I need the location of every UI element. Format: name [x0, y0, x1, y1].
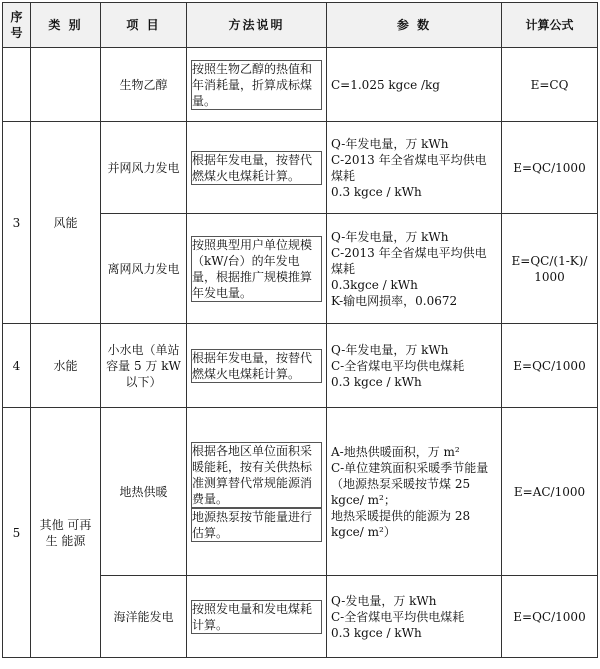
params-cell: C=1.025 kgce /kg: [327, 48, 502, 122]
header-seq: 序号: [3, 3, 31, 48]
energy-calculation-table: [2, 2, 598, 658]
formula-cell: E=QC/1000: [502, 122, 598, 214]
item-cell: 小水电（单站容量 5 万 kW 以下）: [101, 324, 187, 408]
method-text: 按照典型用户单位规模（kW/台）的年发电量，根据推广规模推算年发电量。: [191, 236, 322, 302]
seq-cell: 3: [3, 122, 31, 324]
param-line: C-单位建筑面积采暖季节能量: [331, 460, 489, 475]
method-cell: [187, 214, 327, 324]
params-cell: [327, 324, 502, 408]
header-formula: 计算公式: [502, 3, 598, 48]
item-cell: 海洋能发电: [101, 576, 187, 658]
category-cell: 其他 可再生 能源: [31, 408, 101, 658]
table-row: [3, 324, 598, 408]
param-line: A-地热供暖面积，万 m²: [331, 444, 460, 459]
item-cell: 生物乙醇: [101, 48, 187, 122]
formula-cell: E=CQ: [502, 48, 598, 122]
method-text: 按照生物乙醇的热值和年消耗量，折算成标煤量。: [191, 60, 322, 110]
table-row: [3, 122, 598, 214]
param-line: Q-年发电量，万 kWh: [331, 229, 449, 244]
method-cell: [187, 324, 327, 408]
param-line: Q-年发电量，万 kWh: [331, 342, 449, 357]
param-line: C-全省煤电平均供电煤耗: [331, 609, 465, 624]
header-method: 方法说明: [187, 3, 327, 48]
method-text: 根据各地区单位面积采暖能耗，按有关供热标准测算替代常规能源消费量。: [191, 442, 322, 508]
category-cell: 水能: [31, 324, 101, 408]
param-line: C-全省煤电平均供电煤耗: [331, 358, 465, 373]
method-text: 根据年发电量，按替代燃煤火电煤耗计算。: [191, 349, 322, 383]
formula-cell: E=AC/1000: [502, 408, 598, 576]
header-item: 项 目: [101, 3, 187, 48]
params-cell: [327, 576, 502, 658]
method-cell: [187, 576, 327, 658]
item-cell: 并网风力发电: [101, 122, 187, 214]
method-cell: [187, 408, 327, 576]
formula-cell: E=QC/(1-K)/ 1000: [502, 214, 598, 324]
header-category: 类 别: [31, 3, 101, 48]
header-row: [3, 3, 598, 48]
item-cell: 离网风力发电: [101, 214, 187, 324]
category-cell: [31, 48, 101, 122]
param-line: 地热采暖提供的能源为 28 kgce/ m²）: [331, 508, 471, 539]
header-params: 参 数: [327, 3, 502, 48]
param-line: 0.3kgce / kWh: [331, 277, 418, 292]
method-cell: [187, 122, 327, 214]
params-cell: [327, 122, 502, 214]
seq-cell: 5: [3, 408, 31, 658]
category-cell: 风能: [31, 122, 101, 324]
param-line: 0.3 kgce / kWh: [331, 374, 422, 389]
formula-cell: E=QC/1000: [502, 576, 598, 658]
formula-cell: E=QC/1000: [502, 324, 598, 408]
param-line: Q-发电量，万 kWh: [331, 593, 437, 608]
method-text: 按照发电量和发电煤耗计算。: [191, 600, 322, 634]
param-line: K-输电网损率，0.0672: [331, 293, 458, 308]
param-line: （地源热泵采暖按节煤 25 kgce/ m²；: [331, 476, 471, 507]
params-cell: [327, 408, 502, 576]
table-row: [3, 48, 598, 122]
seq-cell: [3, 48, 31, 122]
seq-cell: 4: [3, 324, 31, 408]
method-text: 地源热泵按节能量进行估算。: [191, 508, 322, 542]
method-text: 根据年发电量，按替代燃煤火电煤耗计算。: [191, 151, 322, 185]
param-line: 0.3 kgce / kWh: [331, 184, 422, 199]
table-row: [3, 408, 598, 576]
param-line: C-2013 年全省煤电平均供电煤耗: [331, 152, 487, 183]
param-line: Q-年发电量，万 kWh: [331, 136, 449, 151]
item-cell: 地热供暖: [101, 408, 187, 576]
method-cell: [187, 48, 327, 122]
param-line: C-2013 年全省煤电平均供电煤耗: [331, 245, 487, 276]
params-cell: [327, 214, 502, 324]
param-line: 0.3 kgce / kWh: [331, 625, 422, 640]
